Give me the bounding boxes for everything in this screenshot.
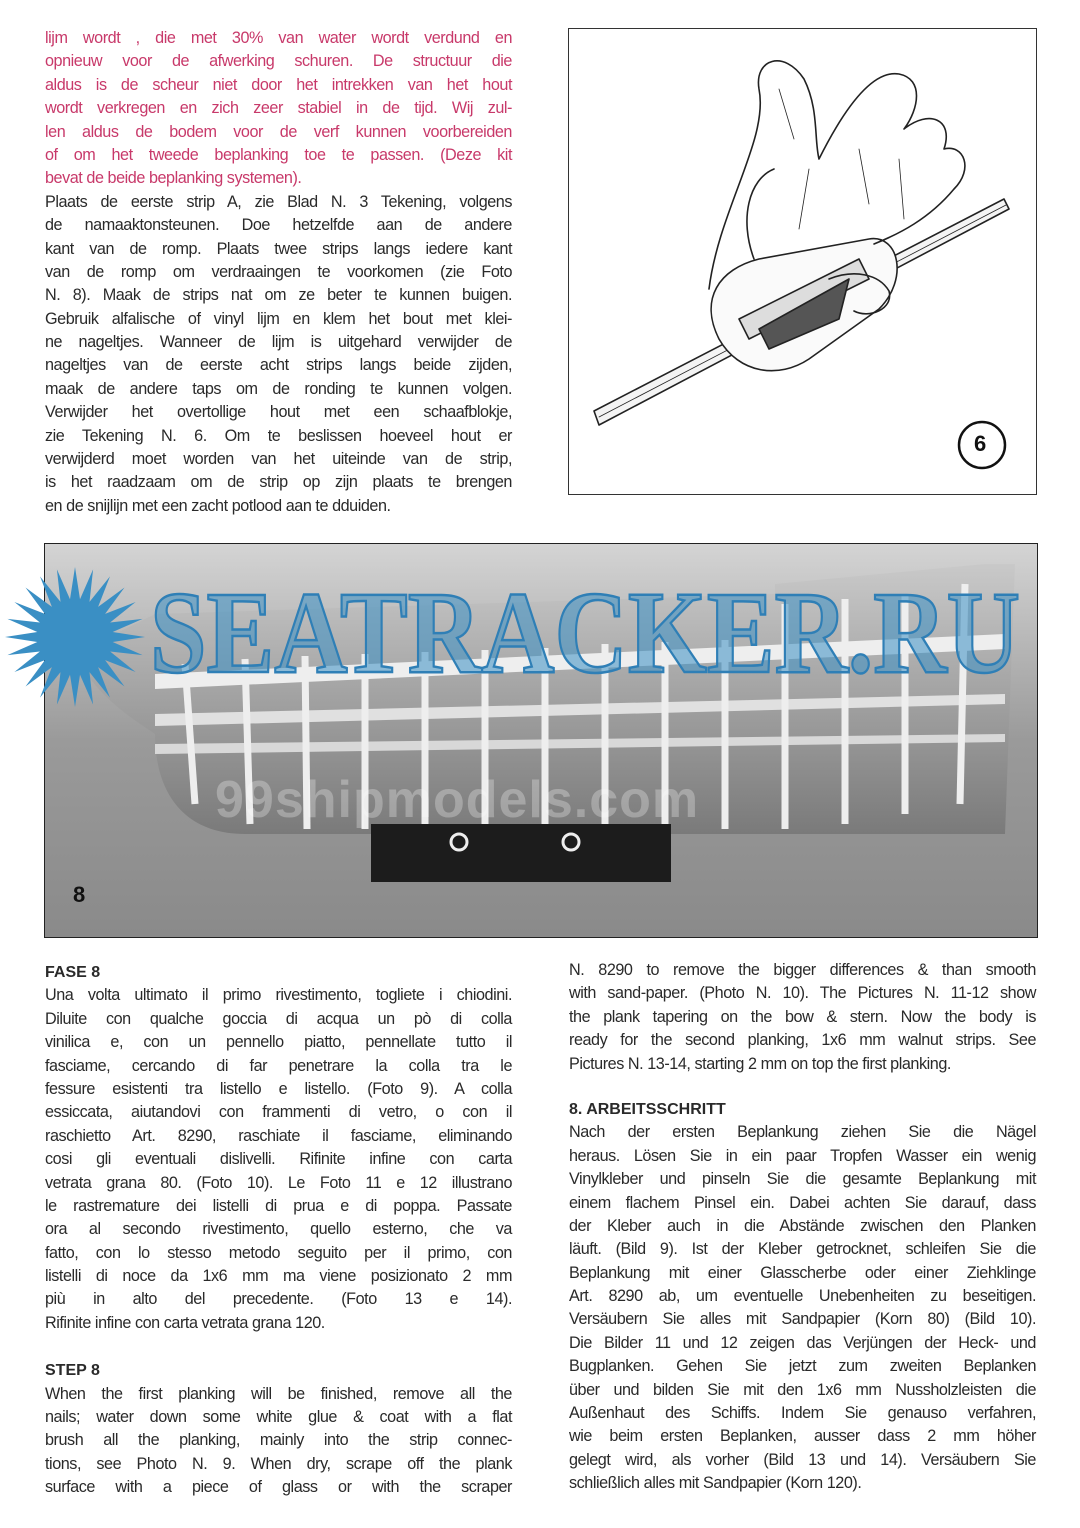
text-line: tions, see Photo N. 9. When dry, scrape off the plank <box>45 1454 512 1473</box>
hand-plane-illustration <box>569 29 1035 493</box>
dutch-text-column <box>45 27 512 518</box>
text-line: with sand-paper. (Photo N. 10). The Pictures N. 11-12 show <box>569 984 1036 1003</box>
english-paragraph-continued <box>569 959 1036 1076</box>
text-line: Diluite con qualche goccia di acqua un pò di colla <box>45 1009 512 1028</box>
german-paragraph <box>569 1121 1036 1495</box>
text-line: wie beim ersten Beplanken, ausser dass 2 mm höher <box>569 1427 1036 1446</box>
text-line: Plaats de eerste strip A, zie Blad N. 3 Tekening, volgens <box>45 192 512 211</box>
text-line: lijm wordt , die met 30% van water wordt verdund en <box>45 29 512 47</box>
text-line: Vinylkleber und pinseln Sie die gesamte Beplankung mit <box>569 1170 1036 1189</box>
text-line: en de snijlijn met een zacht potlood aan te dduiden. <box>45 496 391 515</box>
text-line: the plank tapering on the bow & stern. Now the body is <box>569 1007 1036 1026</box>
text-line: Die Bilder 11 und 12 zeigen das Verjüngen der Heck- und <box>569 1333 1036 1352</box>
text-line: When the first planking will be finished, remove all the <box>45 1384 512 1403</box>
text-line: einem flachem Pinsel ein. Dabei achten Sie darauf, dass <box>569 1193 1036 1212</box>
text-line: più in alto del precedente. (Foto 13 e 14). <box>45 1290 512 1309</box>
text-line: de namaaktonsteunen. Doe hetzelfde aan de andere <box>45 216 512 235</box>
text-line: Beplankung mit einer Glasscherbe oder einer Ziehklinge <box>569 1263 1036 1282</box>
photo-8-hull-frames <box>44 543 1038 938</box>
dutch-paragraph <box>45 191 512 518</box>
text-line: über und bilden Sie mit den 1x6 mm Nussholzleisten die <box>569 1380 1036 1399</box>
text-line: Bugplanken. Gehen Sie jetzt zum zweiten Beplanken <box>569 1357 1036 1376</box>
text-line: Nach der ersten Beplankung ziehen Sie die Nägel <box>569 1123 1036 1142</box>
text-line: le rastremature dei listelli di prua e di poppa. Passate <box>45 1196 512 1215</box>
text-line: Pictures N. 13-14, starting 2 mm on top the first planking. <box>569 1054 951 1073</box>
text-line: wordt verkregen en zich zeer stabiel in de tijd. Wij zul- <box>45 99 512 118</box>
text-line: raschietto Art. 8290, raschiate il fasciame, eliminando <box>45 1126 512 1145</box>
watermark-text: SEATRACKER.RU <box>150 567 1020 698</box>
text-line: of om het tweede beplanking toe te passen. (Deze kit <box>45 145 512 164</box>
text-line: ora al secondo rivestimento, quello esterno, che va <box>45 1220 512 1239</box>
fase-8-heading: FASE 8 <box>45 964 101 981</box>
text-line: verwijderd moet worden van het uiteinde van de strip, <box>45 450 512 469</box>
text-line: läuft. (Bild 9). Ist der Kleber getrocknet, schleifen Sie die <box>569 1240 1036 1259</box>
figure-8-number: 8 <box>73 882 86 907</box>
text-line: Gebruik alfalische of vinyl lijm en klem het bout met klei- <box>45 309 512 328</box>
text-line: brush all the planking, mainly into the strip connec- <box>45 1431 512 1450</box>
text-line: heraus. Lösen Sie in ein paar Tropfen Wasser ein wenig <box>569 1146 1036 1165</box>
text-line: maak de andere taps om de ronding te kunnen volgen. <box>45 379 512 398</box>
text-line: essiccata, aiutandovi con frammenti di vetro, o con il <box>45 1103 512 1122</box>
text-line: fessure esistenti tra listello e listello. (Foto 9). A colla <box>45 1079 512 1098</box>
text-line: nageltjes van de eerste acht strips langs beide zijden, <box>45 356 512 375</box>
text-line: Art. 8290 ab, um eventuelle Unebenheiten zu beseitigen. <box>569 1287 1036 1306</box>
text-line: Versäubern Sie alles mit Sandpapier (Korn 80) (Bild 10). <box>569 1310 1036 1329</box>
text-line: N. 8290 to remove the bigger differences & than smooth <box>569 961 1036 979</box>
text-line: schließlich alles mit Sandpapier (Korn 120). <box>569 1474 862 1493</box>
ship-hull-photo <box>45 544 1037 937</box>
text-line: aldus is de scheur niet door het intrekken van het hout <box>45 75 512 94</box>
text-line: is het raadzaam om de strip op zijn plaats te brengen <box>45 473 512 492</box>
english-paragraph <box>45 1383 512 1500</box>
text-line: cosi gli eventuali dislivelli. Rifinite infine con carta <box>45 1150 512 1169</box>
text-line: vetrata grana 80. (Foto 10). Le Foto 11 e 12 illustrano <box>45 1173 512 1192</box>
text-line: kant van de romp. Plaats twee strips langs iedere kant <box>45 239 512 258</box>
text-line: Rifinite infine con carta vetrata grana 120. <box>45 1313 325 1332</box>
dutch-pink-paragraph <box>45 27 512 191</box>
text-line: fatto, con lo stesso metodo seguito per il primo, con <box>45 1243 512 1262</box>
text-line: Verwijder het overtollige hout met een schaafblokje, <box>45 403 512 422</box>
italian-english-column <box>45 961 512 1500</box>
text-line: van de romp om verdraaingen te voorkomen (zie Foto <box>45 262 512 281</box>
text-line: fasciame, cercando di far penetrare la colla tra le <box>45 1056 512 1075</box>
text-line: surface with a piece of glass or with the scraper <box>45 1478 512 1497</box>
arbeitsschritt-8-heading: 8. ARBEITSSCHRITT <box>569 1100 726 1118</box>
text-line: len aldus de bodem voor de verf kunnen voorbereiden <box>45 122 512 141</box>
text-line: Außenhaut des Schiffs. Indem Sie genauso verfahren, <box>569 1404 1036 1423</box>
photo-watermark: 99shipmodels.com <box>215 771 700 829</box>
text-line: Una volta ultimato il primo rivestimento, togliete i chiodini. <box>45 986 512 1005</box>
drawing-6-planing-strip <box>568 28 1037 495</box>
text-line: N. 8). Maak de strips nat om ze beter te kunnen buigen. <box>45 286 512 305</box>
text-line: bevat de beide beplanking systemen). <box>45 169 302 188</box>
text-line: ready for the second planking, 1x6 mm walnut strips. See <box>569 1031 1036 1050</box>
display-stand <box>371 824 671 882</box>
step-8-heading: STEP 8 <box>45 1362 100 1380</box>
text-line: listelli di noce da 1x6 mm ma viene posizionato 2 mm <box>45 1267 512 1286</box>
text-line: ne nageltjes. Wanneer de lijm is uitgehard verwijder de <box>45 333 512 352</box>
text-line: gelegt wird, als vorher (Bild 13 und 14). Versäubern Sie <box>569 1450 1036 1469</box>
italian-paragraph <box>45 984 512 1335</box>
text-line: der Kleber auch in die Abstände zwischen den Planken <box>569 1216 1036 1235</box>
text-line: opnieuw voor de afwerking schuren. De structuur die <box>45 52 512 71</box>
text-line: vinilica e, con un pennello piatto, pennellate tutto il <box>45 1033 512 1052</box>
english-german-column <box>569 959 1036 1496</box>
figure-6-number: 6 <box>974 431 987 456</box>
text-line: nails; water down some white glue & coat with a flat <box>45 1408 512 1427</box>
text-line: zie Tekening N. 6. Om te beslissen hoeveel hout er <box>45 426 512 445</box>
